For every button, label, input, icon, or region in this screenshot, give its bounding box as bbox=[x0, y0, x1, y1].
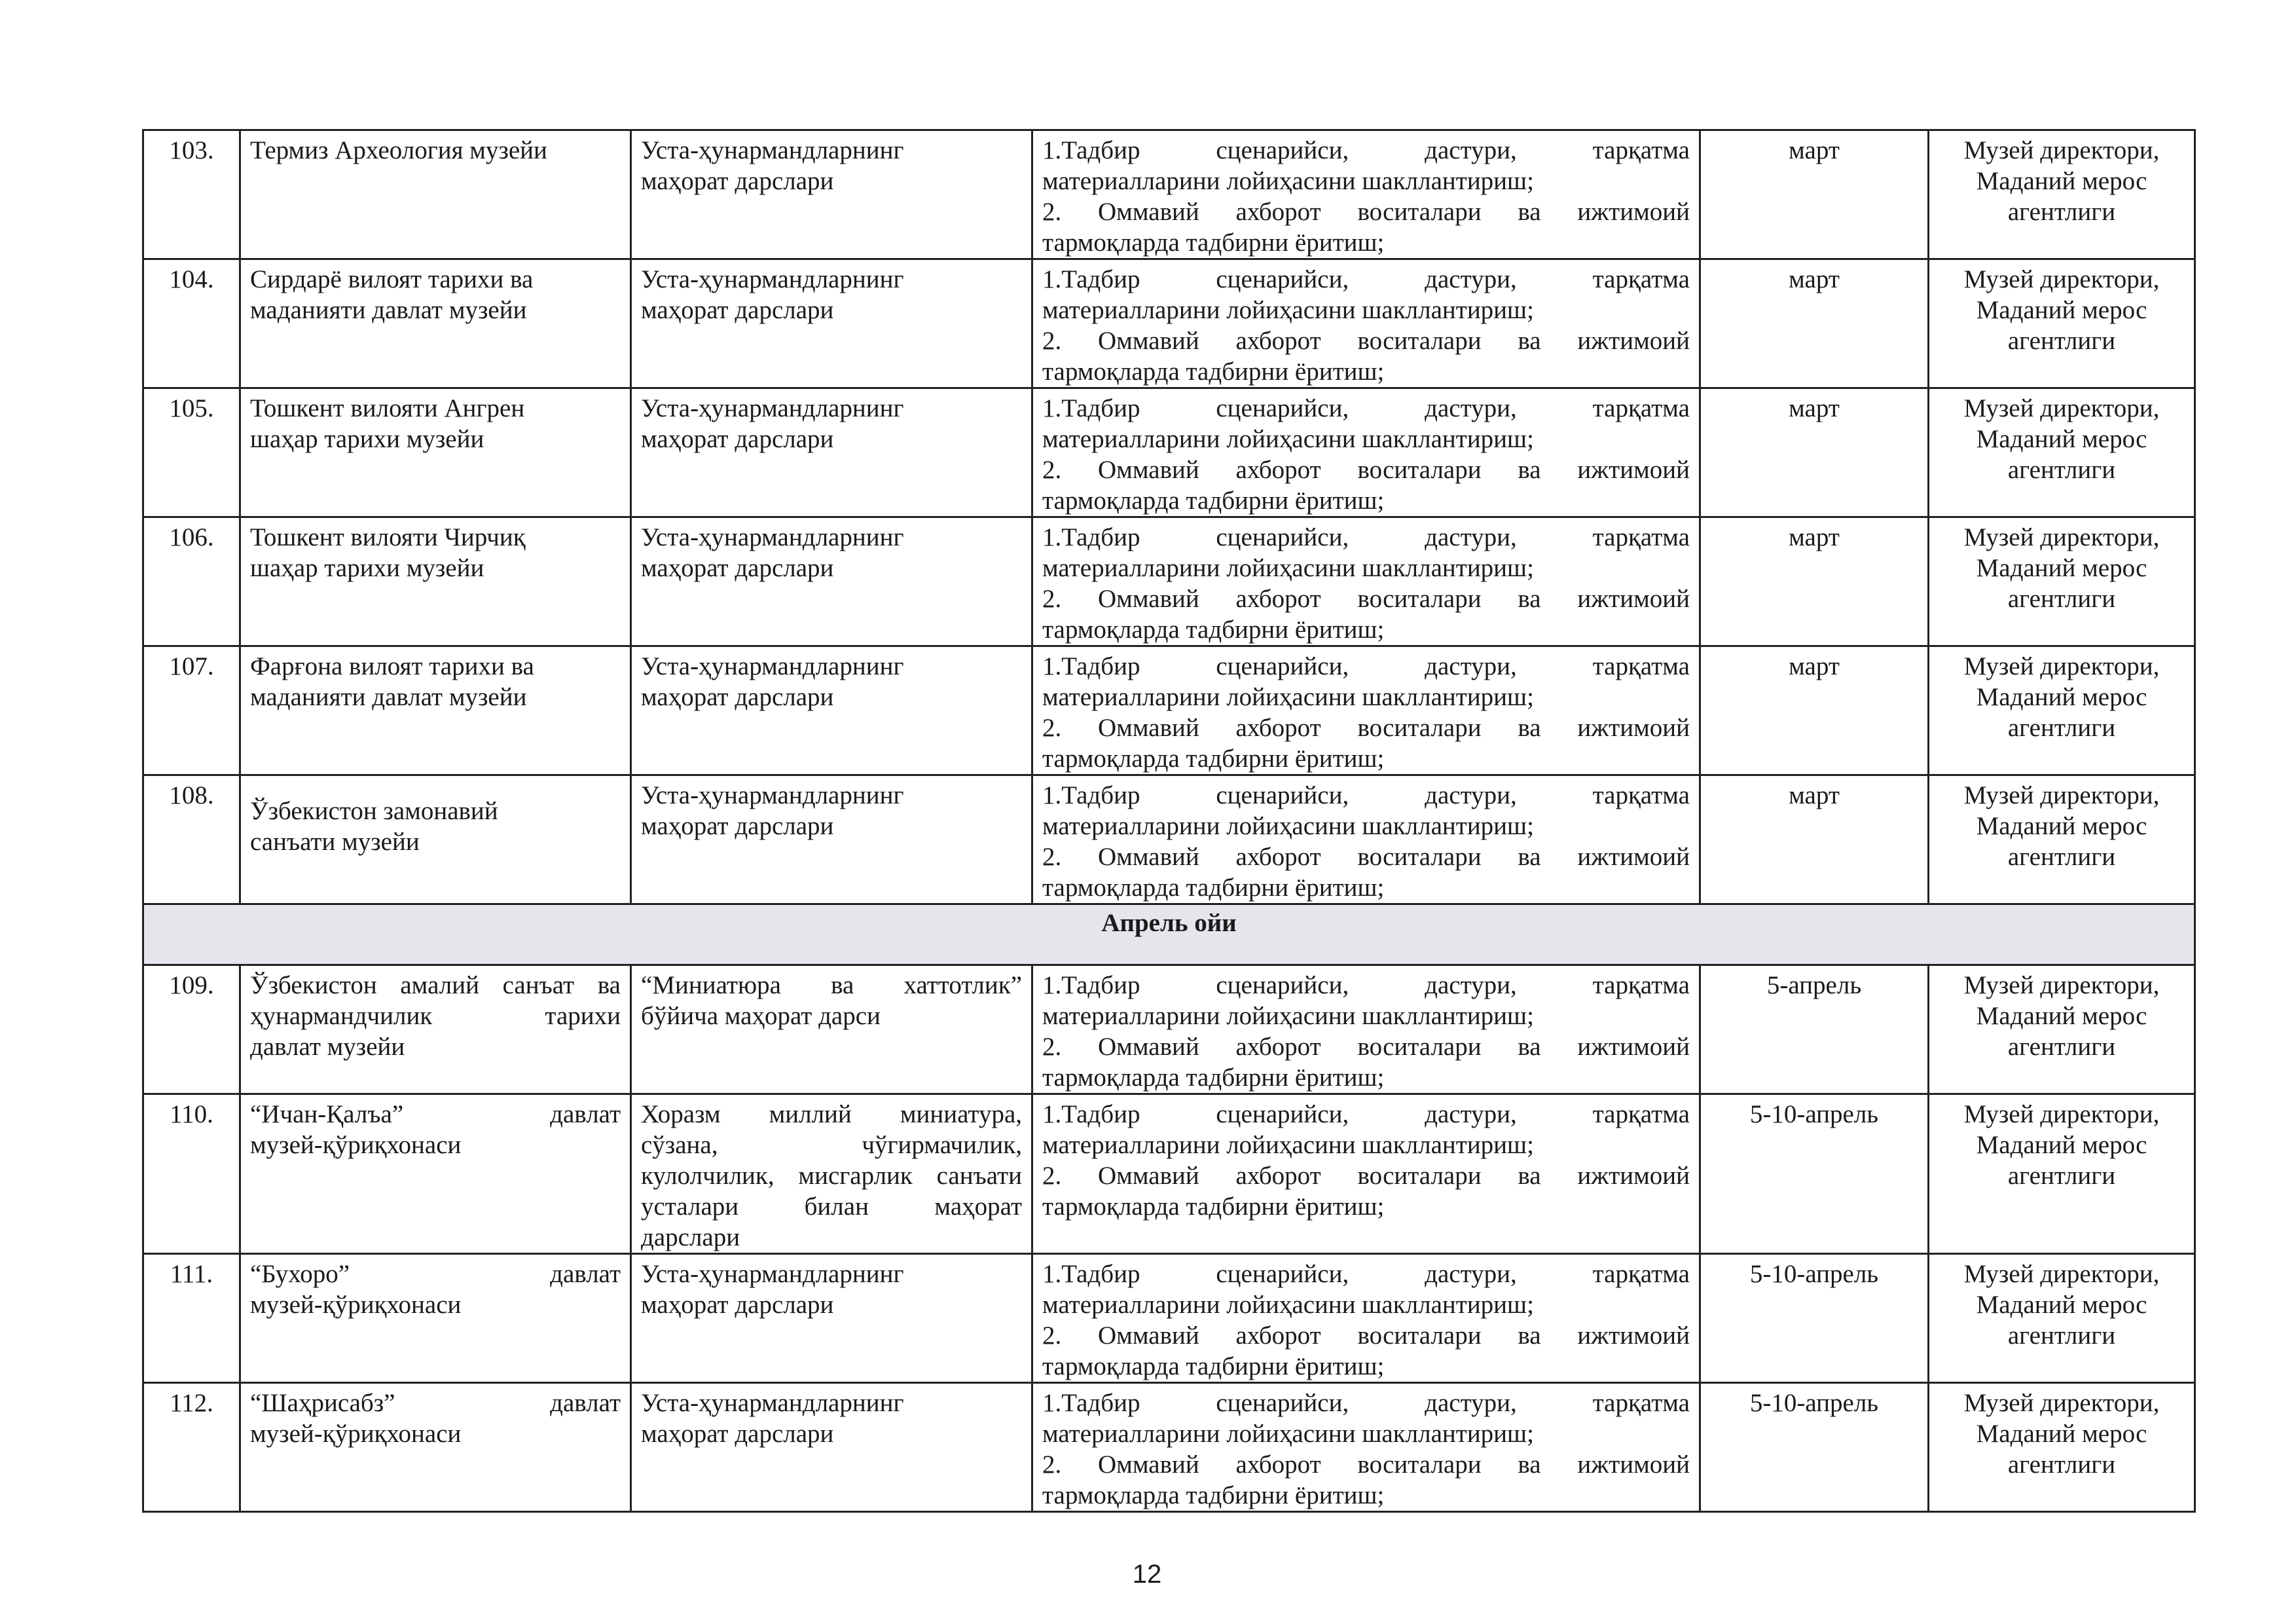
cell-line: агентлиги bbox=[2007, 1033, 2116, 1061]
action-line: 1.Тадбир сценарийси, дастури, тарқатма bbox=[1042, 136, 1690, 164]
cell-line: Музей директори, bbox=[1963, 652, 2160, 680]
responsible bbox=[1929, 517, 2195, 646]
cell-line: “Миниатюра ва хаттотлик” bbox=[641, 971, 1022, 999]
cell-line: маҳорат дарслари bbox=[641, 167, 834, 195]
action-line: 2. Оммавий ахборот воситалари ва ижтимоий bbox=[1042, 1450, 1690, 1479]
section-row-april bbox=[143, 904, 2195, 965]
cell-line: агентлиги bbox=[2007, 843, 2116, 871]
museum-name bbox=[240, 775, 631, 904]
action-line: 2. Оммавий ахборот воситалари ва ижтимоий bbox=[1042, 198, 1690, 226]
cell-line: Музей директори, bbox=[1963, 1389, 2160, 1417]
cell-line: Маданий мерос bbox=[1976, 167, 2147, 195]
cell-line: музей-қўриқхонаси bbox=[250, 1420, 462, 1448]
cell-line: Музей директори, bbox=[1963, 971, 2160, 999]
cell-line: агентлиги bbox=[2007, 714, 2116, 742]
table-row bbox=[143, 965, 2195, 1094]
cell-line: Уста-ҳунармандларнинг bbox=[641, 136, 904, 164]
cell-line: Маданий мерос bbox=[1976, 1002, 2147, 1030]
row-number: 111. bbox=[143, 1254, 240, 1383]
cell-line: Маданий мерос bbox=[1976, 1420, 2147, 1448]
cell-line: Маданий мерос bbox=[1976, 296, 2147, 324]
march-rows bbox=[143, 130, 2195, 904]
cell-line: Ўзбекистон амалий санъат ва bbox=[250, 971, 621, 999]
cell-line: Музей директори, bbox=[1963, 394, 2160, 422]
cell-line: агентлиги bbox=[2007, 1162, 2116, 1190]
action-line: тармоқларда тадбирни ёритиш; bbox=[1042, 358, 1385, 386]
action-line: тармоқларда тадбирни ёритиш; bbox=[1042, 487, 1385, 515]
responsible bbox=[1929, 388, 2195, 517]
event-name bbox=[631, 130, 1032, 259]
action-line: 2. Оммавий ахборот воситалари ва ижтимоий bbox=[1042, 1162, 1690, 1190]
cell-line: давлат музейи bbox=[250, 1033, 405, 1061]
action-line: 1.Тадбир сценарийси, дастури, тарқатма bbox=[1042, 781, 1690, 809]
cell-line: агентлиги bbox=[2007, 327, 2116, 355]
cell-line: Музей директори, bbox=[1963, 781, 2160, 809]
row-number: 109. bbox=[143, 965, 240, 1094]
cell-line: музей-қўриқхонаси bbox=[250, 1291, 462, 1319]
action-line: 1.Тадбир сценарийси, дастури, тарқатма bbox=[1042, 1389, 1690, 1417]
row-number: 105. bbox=[143, 388, 240, 517]
action-line: тармоқларда тадбирни ёритиш; bbox=[1042, 1352, 1385, 1380]
actions bbox=[1032, 130, 1700, 259]
events-table bbox=[142, 129, 2196, 1513]
action-line: тармоқларда тадбирни ёритиш; bbox=[1042, 616, 1385, 644]
action-line: 2. Оммавий ахборот воситалари ва ижтимоий bbox=[1042, 585, 1690, 613]
cell-line: маданияти давлат музейи bbox=[250, 296, 527, 324]
event-name bbox=[631, 1254, 1032, 1383]
table-row bbox=[143, 775, 2195, 904]
cell-line: маҳорат дарслари bbox=[641, 1291, 834, 1319]
actions bbox=[1032, 965, 1700, 1094]
action-line: материалларини лойиҳасини шакллантириш; bbox=[1042, 1131, 1534, 1159]
cell-line: сўзана, чўгирмачилик, bbox=[641, 1131, 1022, 1159]
cell-line: Маданий мерос bbox=[1976, 812, 2147, 840]
date: март bbox=[1700, 775, 1929, 904]
cell-line: агентлиги bbox=[2007, 456, 2116, 484]
date: март bbox=[1700, 130, 1929, 259]
cell-line: Музей директори, bbox=[1963, 265, 2160, 293]
action-line: материалларини лойиҳасини шакллантириш; bbox=[1042, 296, 1534, 324]
event-name bbox=[631, 1383, 1032, 1512]
responsible bbox=[1929, 775, 2195, 904]
row-number: 107. bbox=[143, 646, 240, 775]
cell-line: Уста-ҳунармандларнинг bbox=[641, 652, 904, 680]
cell-line: маҳорат дарслари bbox=[641, 296, 834, 324]
cell-line: Музей директори, bbox=[1963, 1260, 2160, 1288]
action-line: тармоқларда тадбирни ёритиш; bbox=[1042, 1192, 1385, 1221]
cell-line: шаҳар тарихи музейи bbox=[250, 425, 484, 453]
date: март bbox=[1700, 517, 1929, 646]
action-line: материалларини лойиҳасини шакллантириш; bbox=[1042, 425, 1534, 453]
date: март bbox=[1700, 259, 1929, 388]
action-line: 2. Оммавий ахборот воситалари ва ижтимоий bbox=[1042, 1321, 1690, 1350]
action-line: 1.Тадбир сценарийси, дастури, тарқатма bbox=[1042, 971, 1690, 999]
actions bbox=[1032, 517, 1700, 646]
action-line: 1.Тадбир сценарийси, дастури, тарқатма bbox=[1042, 1100, 1690, 1128]
cell-line: маҳорат дарслари bbox=[641, 1420, 834, 1448]
responsible bbox=[1929, 965, 2195, 1094]
cell-line: Ўзбекистон замонавий bbox=[250, 797, 498, 825]
cell-line: Термиз Археология музейи bbox=[250, 136, 547, 164]
action-line: 1.Тадбир сценарийси, дастури, тарқатма bbox=[1042, 523, 1690, 551]
action-line: тармоқларда тадбирни ёритиш; bbox=[1042, 874, 1385, 902]
cell-line: Маданий мерос bbox=[1976, 1291, 2147, 1319]
responsible bbox=[1929, 130, 2195, 259]
cell-line: Тошкент вилояти Чирчиқ bbox=[250, 523, 526, 551]
row-number: 110. bbox=[143, 1094, 240, 1254]
cell-line: усталари билан маҳорат bbox=[641, 1192, 1022, 1221]
action-line: материалларини лойиҳасини шакллантириш; bbox=[1042, 812, 1534, 840]
cell-line: санъати музейи bbox=[250, 828, 420, 856]
actions bbox=[1032, 388, 1700, 517]
action-line: материалларини лойиҳасини шакллантириш; bbox=[1042, 167, 1534, 195]
actions bbox=[1032, 259, 1700, 388]
action-line: 1.Тадбир сценарийси, дастури, тарқатма bbox=[1042, 394, 1690, 422]
museum-name bbox=[240, 646, 631, 775]
action-line: тармоқларда тадбирни ёритиш; bbox=[1042, 1481, 1385, 1509]
row-number: 106. bbox=[143, 517, 240, 646]
museum-name bbox=[240, 130, 631, 259]
cell-line: Маданий мерос bbox=[1976, 683, 2147, 711]
cell-line: маҳорат дарслари bbox=[641, 554, 834, 582]
actions bbox=[1032, 1094, 1700, 1254]
action-line: материалларини лойиҳасини шакллантириш; bbox=[1042, 683, 1534, 711]
page-number: 12 bbox=[1132, 1560, 1162, 1589]
date: 5-10-апрель bbox=[1700, 1383, 1929, 1512]
date: 5-апрель bbox=[1700, 965, 1929, 1094]
cell-line: маҳорат дарслари bbox=[641, 683, 834, 711]
table-row bbox=[143, 1254, 2195, 1383]
action-line: 2. Оммавий ахборот воситалари ва ижтимоий bbox=[1042, 456, 1690, 484]
cell-line: Сирдарё вилоят тарихи ва bbox=[250, 265, 534, 293]
action-line: 2. Оммавий ахборот воситалари ва ижтимоий bbox=[1042, 1033, 1690, 1061]
table-row bbox=[143, 1094, 2195, 1254]
action-line: тармоқларда тадбирни ёритиш; bbox=[1042, 229, 1385, 257]
row-number: 104. bbox=[143, 259, 240, 388]
cell-line: маҳорат дарслари bbox=[641, 425, 834, 453]
cell-line: Тошкент вилояти Ангрен bbox=[250, 394, 525, 422]
event-name bbox=[631, 775, 1032, 904]
date: март bbox=[1700, 388, 1929, 517]
cell-line: Музей директори, bbox=[1963, 523, 2160, 551]
action-line: материалларини лойиҳасини шакллантириш; bbox=[1042, 1420, 1534, 1448]
museum-name bbox=[240, 965, 631, 1094]
action-line: материалларини лойиҳасини шакллантириш; bbox=[1042, 1002, 1534, 1030]
action-line: тармоқларда тадбирни ёритиш; bbox=[1042, 745, 1385, 773]
table-row bbox=[143, 646, 2195, 775]
cell-line: Маданий мерос bbox=[1976, 1131, 2147, 1159]
responsible bbox=[1929, 1254, 2195, 1383]
action-line: 2. Оммавий ахборот воситалари ва ижтимоий bbox=[1042, 327, 1690, 355]
cell-line: музей-қўриқхонаси bbox=[250, 1131, 462, 1159]
cell-line: Музей директори, bbox=[1963, 1100, 2160, 1128]
cell-line: агентлиги bbox=[2007, 198, 2116, 226]
cell-line: агентлиги bbox=[2007, 585, 2116, 613]
event-name bbox=[631, 965, 1032, 1094]
cell-line: “Ичан-Қалъа” давлат bbox=[250, 1100, 621, 1128]
date: март bbox=[1700, 646, 1929, 775]
cell-line: “Бухоро” давлат bbox=[250, 1260, 621, 1288]
cell-line: Маданий мерос bbox=[1976, 425, 2147, 453]
responsible bbox=[1929, 1094, 2195, 1254]
cell-line: Уста-ҳунармандларнинг bbox=[641, 781, 904, 809]
action-line: 2. Оммавий ахборот воситалари ва ижтимоий bbox=[1042, 843, 1690, 871]
cell-line: дарслари bbox=[641, 1223, 740, 1251]
row-number: 108. bbox=[143, 775, 240, 904]
actions bbox=[1032, 646, 1700, 775]
museum-name bbox=[240, 259, 631, 388]
cell-line: маданияти давлат музейи bbox=[250, 683, 527, 711]
museum-name bbox=[240, 388, 631, 517]
row-number: 103. bbox=[143, 130, 240, 259]
cell-line: бўйича маҳорат дарси bbox=[641, 1002, 881, 1030]
row-number: 112. bbox=[143, 1383, 240, 1512]
museum-name bbox=[240, 1094, 631, 1254]
table-row bbox=[143, 388, 2195, 517]
cell-line: Уста-ҳунармандларнинг bbox=[641, 394, 904, 422]
table-row bbox=[143, 259, 2195, 388]
cell-line: агентлиги bbox=[2007, 1321, 2116, 1350]
action-line: 1.Тадбир сценарийси, дастури, тарқатма bbox=[1042, 1260, 1690, 1288]
cell-line: Музей директори, bbox=[1963, 136, 2160, 164]
action-line: материалларини лойиҳасини шакллантириш; bbox=[1042, 1291, 1534, 1319]
actions bbox=[1032, 775, 1700, 904]
table-row bbox=[143, 130, 2195, 259]
actions bbox=[1032, 1254, 1700, 1383]
april-rows bbox=[143, 965, 2195, 1512]
actions bbox=[1032, 1383, 1700, 1512]
museum-name bbox=[240, 1254, 631, 1383]
event-name bbox=[631, 259, 1032, 388]
cell-line: Уста-ҳунармандларнинг bbox=[641, 1389, 904, 1417]
cell-line: кулолчилик, мисгарлик санъати bbox=[641, 1162, 1022, 1190]
table-row bbox=[143, 1383, 2195, 1512]
museum-name bbox=[240, 517, 631, 646]
section-title: Апрель ойи bbox=[143, 904, 2195, 965]
responsible bbox=[1929, 646, 2195, 775]
cell-line: Уста-ҳунармандларнинг bbox=[641, 1260, 904, 1288]
museum-name bbox=[240, 1383, 631, 1512]
cell-line: шаҳар тарихи музейи bbox=[250, 554, 484, 582]
date: 5-10-апрель bbox=[1700, 1254, 1929, 1383]
cell-line: Маданий мерос bbox=[1976, 554, 2147, 582]
action-line: 1.Тадбир сценарийси, дастури, тарқатма bbox=[1042, 265, 1690, 293]
event-name bbox=[631, 1094, 1032, 1254]
cell-line: Хоразм миллий миниатура, bbox=[641, 1100, 1022, 1128]
event-name bbox=[631, 388, 1032, 517]
cell-line: маҳорат дарслари bbox=[641, 812, 834, 840]
responsible bbox=[1929, 1383, 2195, 1512]
cell-line: Фарғона вилоят тарихи ва bbox=[250, 652, 534, 680]
action-line: 1.Тадбир сценарийси, дастури, тарқатма bbox=[1042, 652, 1690, 680]
responsible bbox=[1929, 259, 2195, 388]
cell-line: Уста-ҳунармандларнинг bbox=[641, 523, 904, 551]
date: 5-10-апрель bbox=[1700, 1094, 1929, 1254]
cell-line: агентлиги bbox=[2007, 1450, 2116, 1479]
event-name bbox=[631, 646, 1032, 775]
table-row bbox=[143, 517, 2195, 646]
event-name bbox=[631, 517, 1032, 646]
cell-line: ҳунармандчилик тарихи bbox=[250, 1002, 621, 1030]
action-line: 2. Оммавий ахборот воситалари ва ижтимоий bbox=[1042, 714, 1690, 742]
action-line: материалларини лойиҳасини шакллантириш; bbox=[1042, 554, 1534, 582]
cell-line: Уста-ҳунармандларнинг bbox=[641, 265, 904, 293]
action-line: тармоқларда тадбирни ёритиш; bbox=[1042, 1063, 1385, 1092]
cell-line: “Шаҳрисабз” давлат bbox=[250, 1389, 621, 1417]
